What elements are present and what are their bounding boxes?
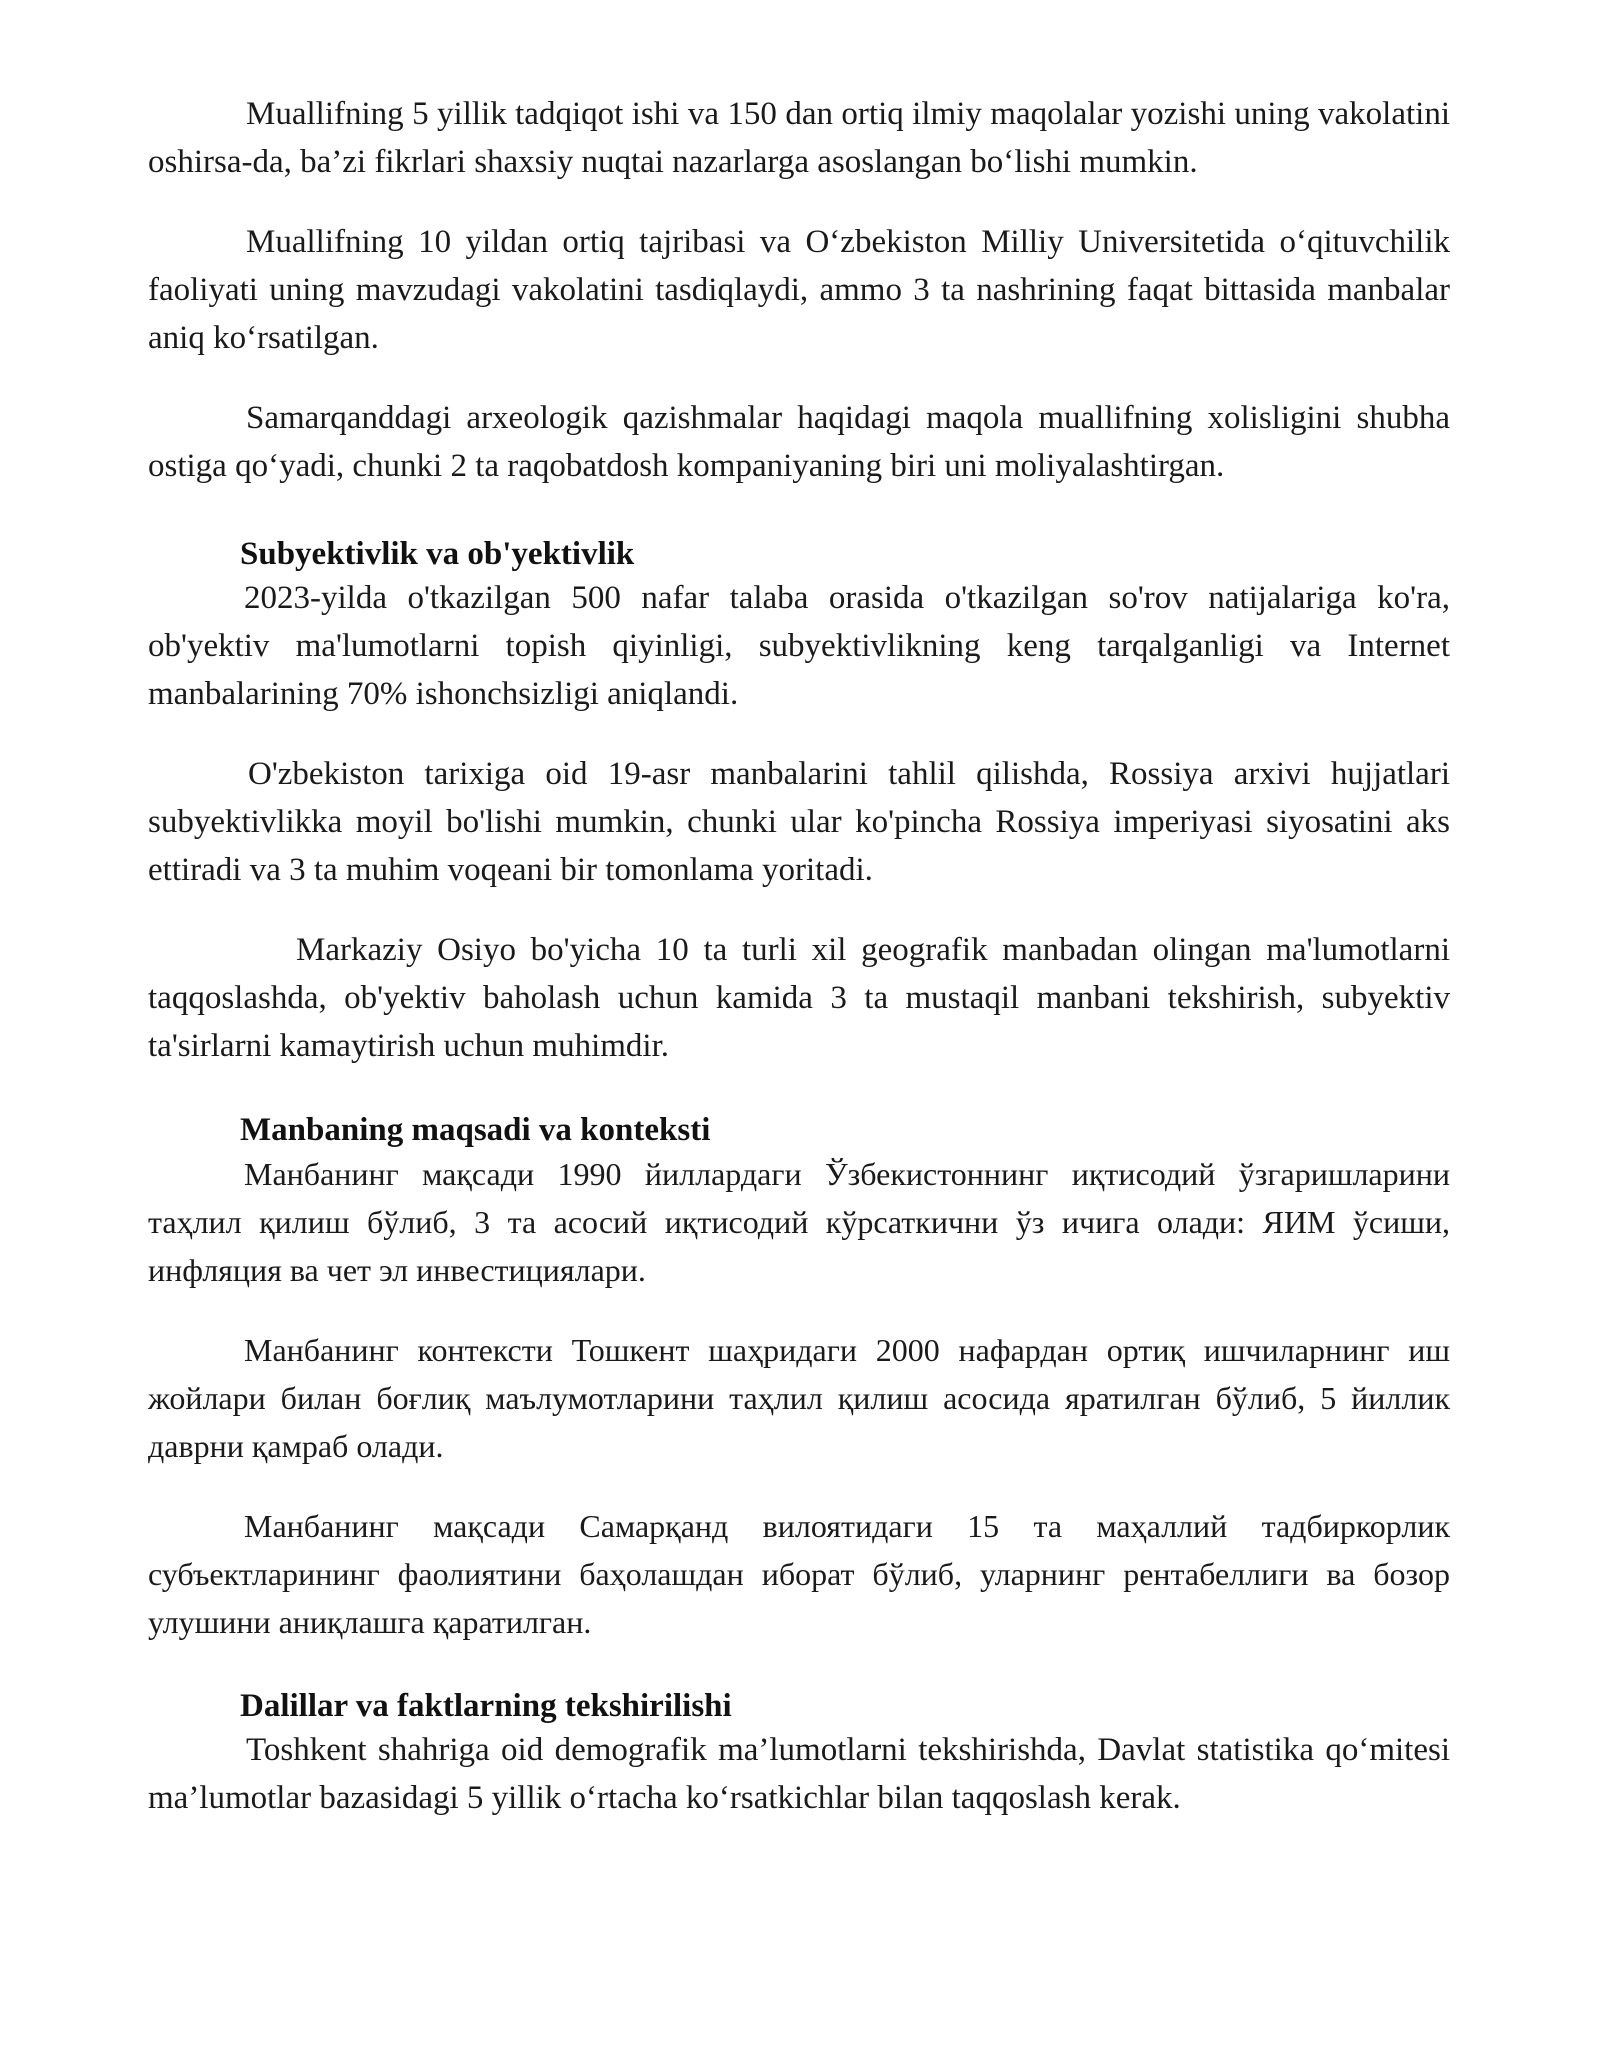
paragraph-author-research: Muallifning 5 yillik tadqiqot ishi va 150 dan ortiq ilmiy maqolalar yozishi uning vakolatini oshirsa-da, ba’zi fikrlari shaxsiy nuqtai nazarlarga asoslangan bo‘lishi mumkin. (148, 96, 1450, 180)
paragraph-survey-2023: 2023-yilda o'tkazilgan 500 nafar talaba orasida o'tkazilgan so'rov natijalariga ko'ra, ob'yektiv ma'lumotlarni topish qiyinligi, subyektivlikning keng tarqalganligi va Internet manbalarining 70% ishonchsizligi aniqlandi. (148, 580, 1450, 712)
document-body (148, 90, 1450, 1822)
paragraph-samarkand-article: Samarqanddagi arxeologik qazishmalar haqidagi maqola muallifning xolisligini shubha ostiga qo‘yadi, chunki 2 ta raqobatdosh kompaniyaning biri uni moliyalashtirgan. (148, 400, 1450, 484)
paragraph-author-experience: Muallifning 10 yildan ortiq tajribasi va O‘zbekiston Milliy Universitetida o‘qituvchilik faoliyati uning mavzudagi vakolatini tasdiqlaydi, ammo 3 ta nashrining faqat bittasida manbalar aniq ko‘rsatilgan. (148, 224, 1450, 356)
section-heading-purpose: Manbaning maqsadi va konteksti (240, 1112, 711, 1148)
paragraph-context-tashkent: Манбанинг контексти Тошкент шаҳридаги 2000 нафардан ортиқ ишчиларнинг иш жойлари билан боғлиқ маълумотларини таҳлил қилиш асосида яратилган бўлиб, 5 йиллик даврни қамраб олади. (148, 1332, 1450, 1464)
section-heading-subjectivity: Subyektivlik va ob'yektivlik (240, 536, 635, 572)
paragraph-purpose-1990s: Манбанинг мақсади 1990 йиллардаги Ўзбекистоннинг иқтисодий ўзгаришларини таҳлил қилиш бўлиб, 3 та асосий иқтисодий кўрсаткични ўз ичига олади: ЯИМ ўсиши, инфляция ва чет эл инвестициялари. (148, 1156, 1450, 1288)
paragraph-russian-archives: O'zbekiston tarixiga oid 19-asr manbalarini tahlil qilishda, Rossiya arxivi hujjatlari subyektivlikka moyil bo'lishi mumkin, chunki ular ko'pincha Rossiya imperiyasi siyosatini aks ettiradi va 3 ta muhim voqeani bir tomonlama yoritadi. (148, 756, 1450, 888)
paragraph-purpose-samarkand: Манбанинг мақсади Самарқанд вилоятидаги 15 та маҳаллий тадбиркорлик субъектларининг фаолиятини баҳолашдан иборат бўлиб, уларнинг рентабеллиги ва бозор улушини аниқлашга қаратилган. (148, 1508, 1450, 1640)
section-heading-evidence: Dalillar va faktlarning tekshirilishi (240, 1688, 732, 1724)
paragraph-demographic-check: Toshkent shahriga oid demografik ma’lumotlarni tekshirishda, Davlat statistika qo‘mitesi ma’lumotlar bazasidagi 5 yillik o‘rtacha ko‘rsatkichlar bilan taqqoslash kerak. (148, 1732, 1450, 1816)
paragraph-central-asia-sources: Markaziy Osiyo bo'yicha 10 ta turli xil geografik manbadan olingan ma'lumotlarni taqqoslashda, ob'yektiv baholash uchun kamida 3 ta mustaqil manbani tekshirish, subyektiv ta'sirlarni kamaytirish uchun muhimdir. (148, 932, 1450, 1064)
